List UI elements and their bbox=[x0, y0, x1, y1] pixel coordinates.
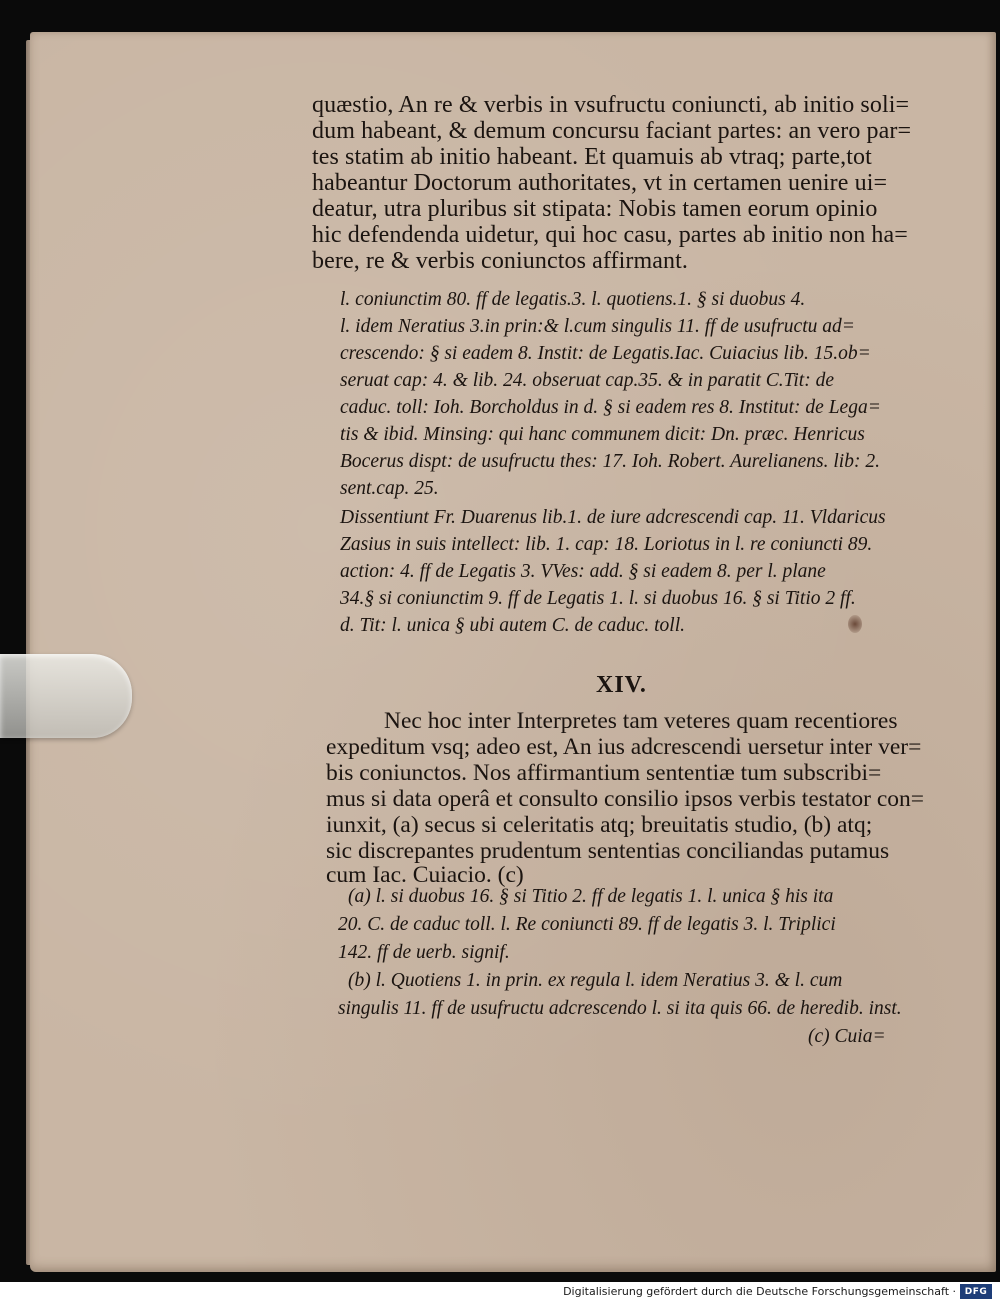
paragraph-line: sic discrepantes prudentum sententias conciliandas putamus bbox=[326, 838, 890, 864]
main-text-line: tes statim ab initio habeant. Et quamuis ab vtraq; parte,tot bbox=[312, 144, 872, 170]
main-text-line: habeantur Doctorum authoritates, vt in certamen uenire ui= bbox=[312, 170, 888, 196]
ink-stain bbox=[848, 615, 862, 633]
main-text-line: hic defendenda uidetur, qui hoc casu, partes ab initio non ha= bbox=[312, 222, 908, 248]
note-line: 34.§ si coniunctim 9. ff de Legatis 1. l. si duobus 16. § si Titio 2 ff. bbox=[340, 588, 856, 609]
note-line: crescendo: § si eadem 8. Instit: de Legatis.Iac. Cuiacius lib. 15.ob= bbox=[340, 343, 871, 364]
paragraph-line: bis coniunctos. Nos affirmantium sententiæ tum subscribi= bbox=[326, 760, 882, 786]
paragraph-line: expeditum vsq; adeo est, An ius adcrescendi uersetur inter ver= bbox=[326, 734, 922, 760]
note-line: caduc. toll: Ioh. Borcholdus in d. § si eadem res 8. Institut: de Lega= bbox=[340, 397, 881, 418]
footnote-line: (a) l. si duobus 16. § si Titio 2. ff de legatis 1. l. unica § his ita bbox=[348, 886, 834, 907]
note-line: Zasius in suis intellect: lib. 1. cap: 18. Loriotus in l. re coniuncti 89. bbox=[340, 534, 873, 555]
note-line: action: 4. ff de Legatis 3. VVes: add. § si eadem 8. per l. plane bbox=[340, 561, 826, 582]
footer-bar bbox=[0, 1282, 1000, 1303]
catchword: (c) Cuia= bbox=[808, 1026, 886, 1047]
note-line: tis & ibid. Minsing: qui hanc communem dicit: Dn. præc. Henricus bbox=[340, 424, 865, 445]
dfg-logo-icon: DFG bbox=[960, 1284, 992, 1299]
main-text-line: bere, re & verbis coniunctos affirmant. bbox=[312, 248, 688, 274]
note-line: d. Tit: l. unica § ubi autem C. de caduc. toll. bbox=[340, 615, 686, 636]
paragraph-line: iunxit, (a) secus si celeritatis atq; breuitatis studio, (b) atq; bbox=[326, 812, 873, 838]
note-line: l. coniunctim 80. ff de legatis.3. l. quotiens.1. § si duobus 4. bbox=[340, 289, 806, 310]
paragraph-line: cum Iac. Cuiacio. (c) bbox=[326, 862, 524, 888]
paragraph-line: mus si data operâ et consulto consilio ipsos verbis testator con= bbox=[326, 786, 925, 812]
page-clip bbox=[0, 654, 132, 738]
note-line: Dissentiunt Fr. Duarenus lib.1. de iure adcrescendi cap. 11. Vldaricus bbox=[340, 507, 886, 528]
main-text-line: quæstio, An re & verbis in vsufructu coniuncti, ab initio soli= bbox=[312, 92, 910, 118]
note-line: Bocerus dispt: de usufructu thes: 17. Ioh. Robert. Aurelianens. lib: 2. bbox=[340, 451, 880, 472]
note-line: seruat cap: 4. & lib. 24. obseruat cap.35. & in paratit C.Tit: de bbox=[340, 370, 834, 391]
main-text-line: dum habeant, & demum concursu faciant partes: an vero par= bbox=[312, 118, 912, 144]
footnote-line: singulis 11. ff de usufructu adcrescendo l. si ita quis 66. de heredib. inst. bbox=[338, 998, 902, 1019]
footnote-line: 20. C. de caduc toll. l. Re coniuncti 89. ff de legatis 3. l. Triplici bbox=[338, 914, 836, 935]
footnote-line: 142. ff de uerb. signif. bbox=[338, 942, 510, 963]
note-line: l. idem Neratius 3.in prin:& l.cum singulis 11. ff de usufructu ad= bbox=[340, 316, 855, 337]
section-heading: XIV. bbox=[596, 672, 647, 698]
paragraph-line: Nec hoc inter Interpretes tam veteres quam recentiores bbox=[384, 708, 898, 734]
footer-credit: Digitalisierung gefördert durch die Deutsche Forschungsgemeinschaft · bbox=[563, 1285, 956, 1298]
footnote-line: (b) l. Quotiens 1. in prin. ex regula l. idem Neratius 3. & l. cum bbox=[348, 970, 843, 991]
main-text-line: deatur, utra pluribus sit stipata: Nobis tamen eorum opinio bbox=[312, 196, 878, 222]
note-line: sent.cap. 25. bbox=[340, 478, 439, 499]
